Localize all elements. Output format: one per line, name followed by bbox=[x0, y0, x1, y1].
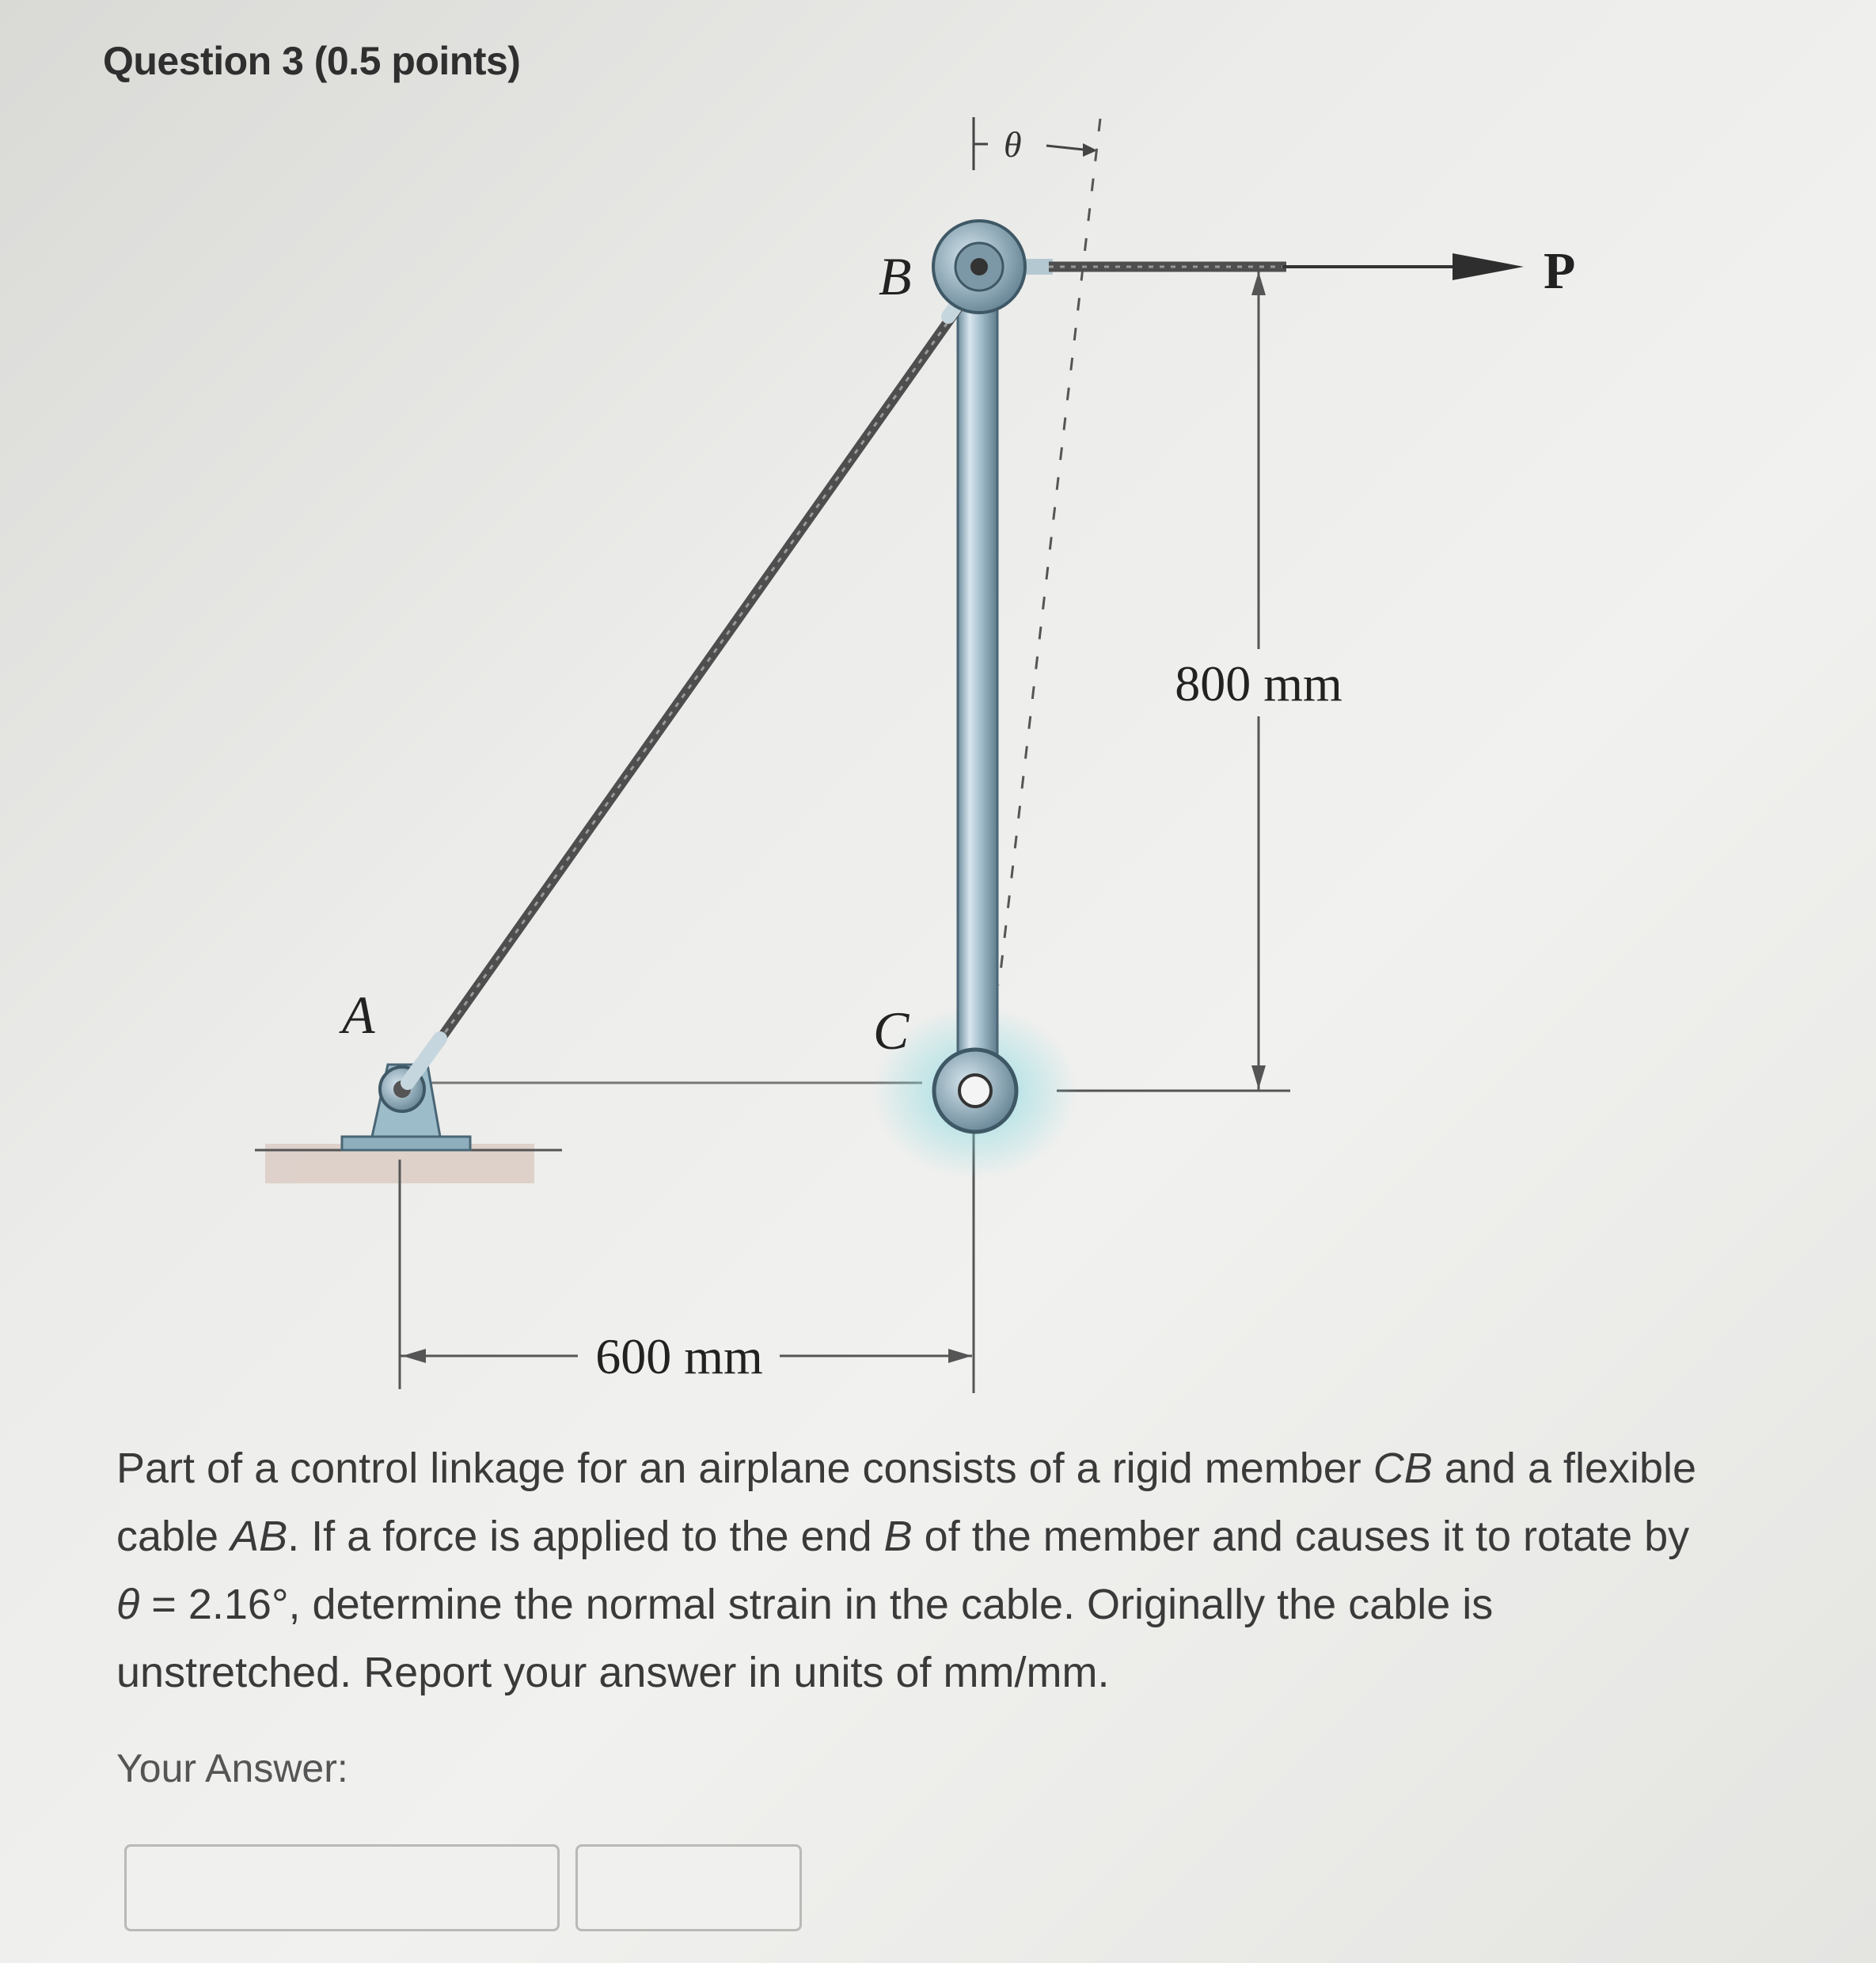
pin-c bbox=[934, 1050, 1016, 1132]
cable-ab bbox=[408, 287, 970, 1083]
label-c: C bbox=[873, 1000, 910, 1061]
label-p: P bbox=[1544, 242, 1576, 300]
member-cb bbox=[958, 293, 997, 1061]
answer-value-input[interactable] bbox=[124, 1844, 560, 1931]
prompt-end-b: B bbox=[883, 1513, 913, 1560]
prompt-text-1: Part of a control linkage for an airplane consists of a rigid member bbox=[116, 1445, 1373, 1492]
answer-unit-input[interactable] bbox=[575, 1844, 802, 1931]
answer-label: Your Answer: bbox=[116, 1746, 348, 1790]
dimension-600-label: 600 mm bbox=[595, 1328, 763, 1384]
dimension-800-label: 800 mm bbox=[1175, 655, 1342, 712]
pin-b bbox=[933, 221, 1025, 313]
theta-indicator bbox=[974, 117, 1097, 170]
question-prompt bbox=[116, 1434, 1699, 1707]
label-b: B bbox=[879, 246, 912, 306]
prompt-member-cb: CB bbox=[1373, 1445, 1433, 1492]
question-title: Question 3 (0.5 points) bbox=[103, 39, 521, 83]
label-a: A bbox=[342, 985, 375, 1045]
prompt-text-3: . If a force is applied to the end bbox=[287, 1513, 884, 1560]
prompt-cable-ab: AB bbox=[230, 1513, 288, 1560]
prompt-text-5: = 2.16°, determine the normal strain in the cable. Originally the cable is unstretched. Report your answer in units of mm/mm. bbox=[116, 1581, 1494, 1696]
dimension-vertical bbox=[1057, 269, 1342, 1091]
prompt-text-2: and a flexible cable bbox=[116, 1445, 1697, 1560]
prompt-text-4: of the member and causes it to rotate by bbox=[912, 1513, 1690, 1560]
force-p bbox=[1012, 242, 1575, 300]
theta-label: θ bbox=[1004, 124, 1022, 165]
prompt-theta: θ bbox=[116, 1581, 140, 1628]
